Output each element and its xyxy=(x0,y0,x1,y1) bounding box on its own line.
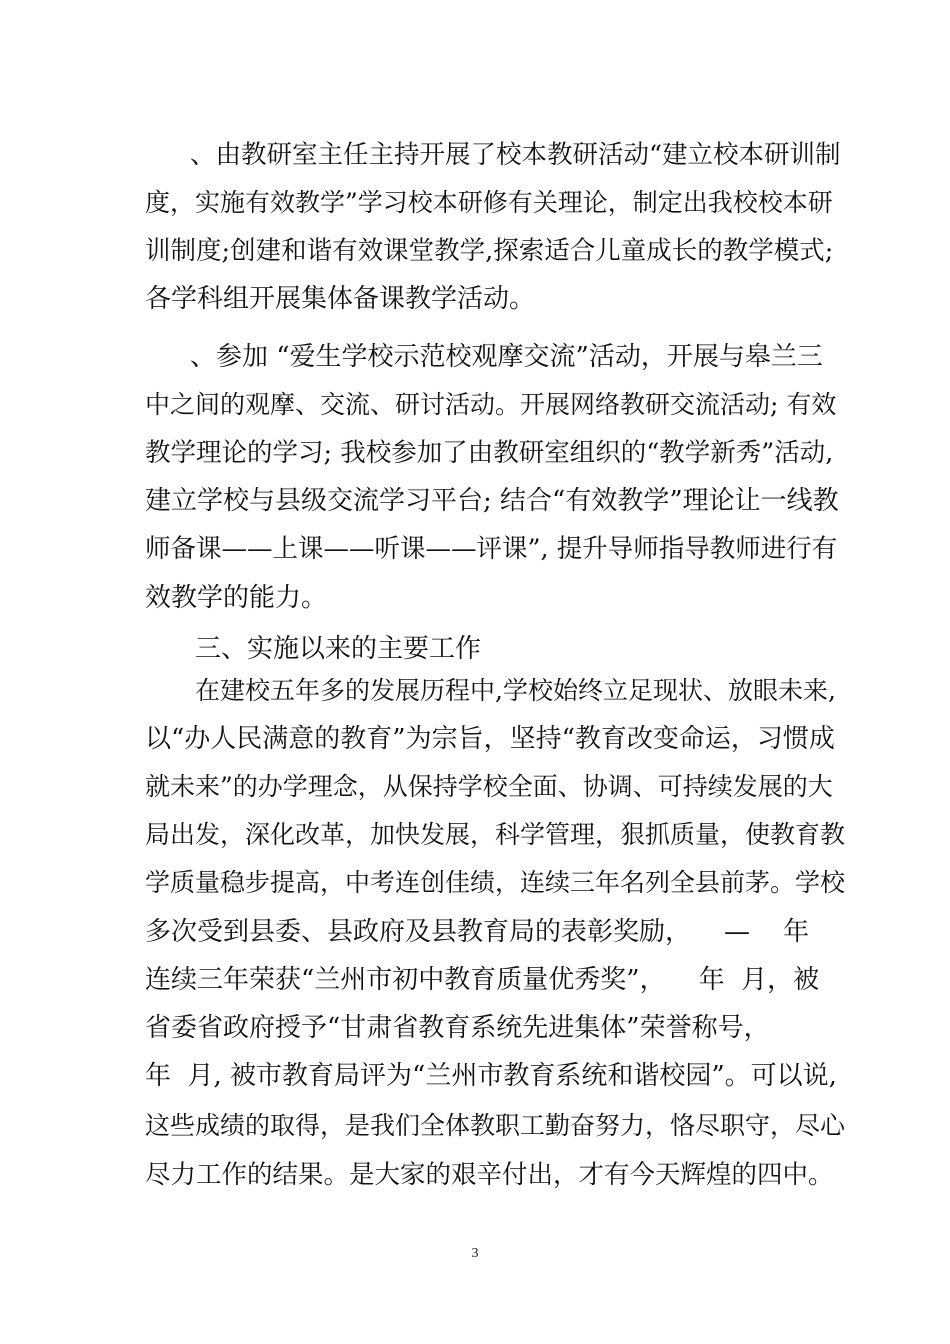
text-line: 就未来”的办学理念，从保持学校全面、协调、可持续发展的大 xyxy=(145,772,833,801)
text-line: 多次受到县委、县政府及县教育局的表彰奖励， — 年 xyxy=(145,917,810,947)
page-number: 3 xyxy=(471,1246,479,1261)
text-line: 省委省政府授予“甘肃省教育系统先进集体”荣誉称号， xyxy=(145,1013,770,1043)
text-line: 局出发，深化改革，加快发展，科学管理，狠抓质量，使教育教 xyxy=(145,820,846,849)
text-line: 师备课——上课——听课——评课”, 提升导师指导教师进行有 xyxy=(145,534,838,564)
text-line: 、由教研室主任主持开展了校本教研活动“建立校本研训制 xyxy=(190,140,841,170)
text-line: 学质量稳步提高，中考连创佳绩，连续三年名列全县前茅。学校 xyxy=(145,868,846,897)
text-line: 中之间的观摩、交流、研讨活动。开展网络教研交流活动; 有效 xyxy=(145,390,837,419)
text-line: 、参加 “爱生学校示范校观摩交流”活动，开展与皋兰三 xyxy=(190,342,823,372)
text-line: 这些成绩的取得，是我们全体教职工勤奋努力，恪尽职守，尽心 xyxy=(145,1111,846,1140)
text-line: 训制度;创建和谐有效课堂教学,探索适合儿童成长的教学模式; xyxy=(145,236,834,266)
text-line: 教学理论的学习; 我校参加了由教研室组织的“教学新秀”活动, xyxy=(145,438,834,468)
text-line: 在建校五年多的发展历程中,学校始终立足现状、放眼未来, xyxy=(195,676,836,705)
text-line: 各学科组开展集体备课教学活动。 xyxy=(145,284,536,314)
text-line: 效教学的能力。 xyxy=(145,583,328,613)
text-line: 年 月, 被市教育局评为“兰州市教育系统和谐校园”。可以说, xyxy=(145,1061,837,1091)
text-line: 以“办人民满意的教育”为宗旨，坚持“教育改变命运，习惯成 xyxy=(145,724,835,754)
text-line: 度，实施有效教学”学习校本研修有关理论，制定出我校校本研 xyxy=(145,188,833,217)
text-line: 连续三年荣获“兰州市初中教育质量优秀奖”， 年 月，被 xyxy=(145,965,820,995)
text-line: 建立学校与县级交流学习平台; 结合“有效教学”理论让一线教 xyxy=(145,486,839,516)
section-heading: 三、实施以来的主要工作 xyxy=(195,634,482,664)
text-line: 尽力工作的结果。是大家的艰辛付出，才有今天辉煌的四中。 xyxy=(145,1160,834,1190)
